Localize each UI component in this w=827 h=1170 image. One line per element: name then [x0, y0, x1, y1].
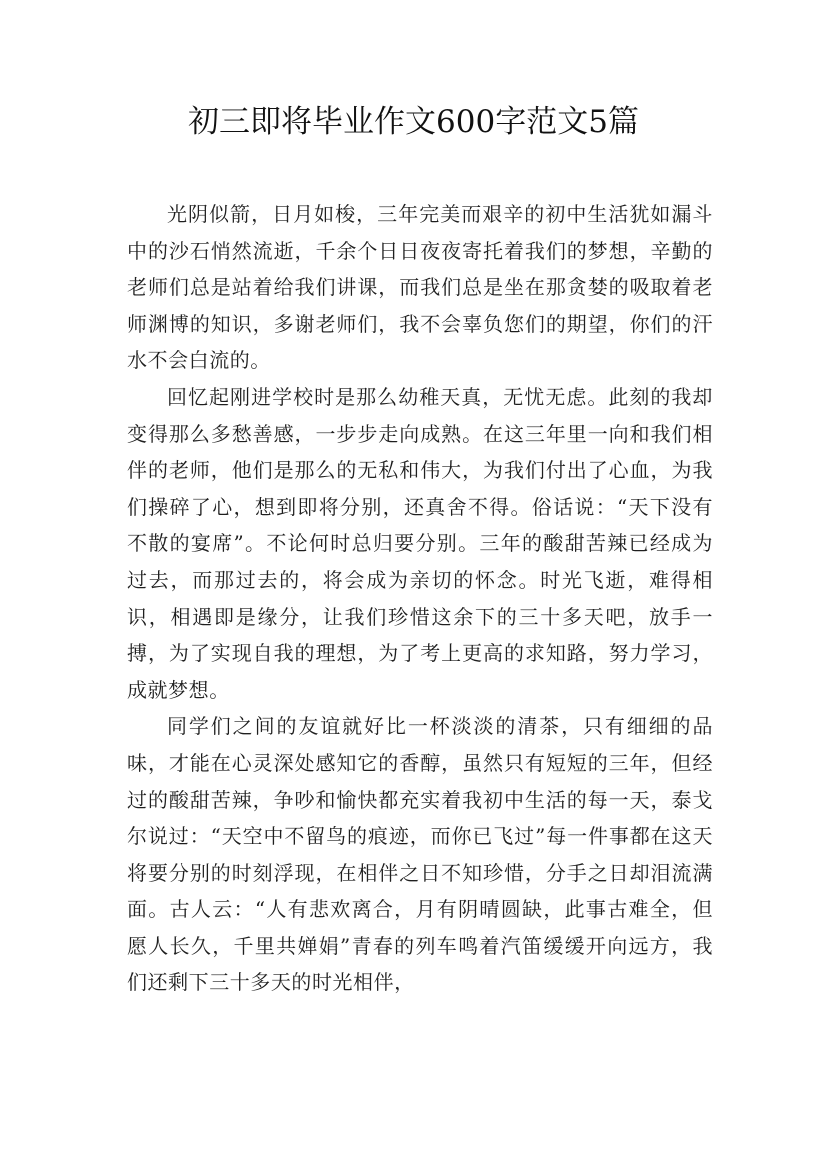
document-body — [127, 196, 713, 1001]
document-title: 初三即将毕业作文600字范文5篇 — [188, 104, 639, 140]
paragraph-3: 同学们之间的友谊就好比一杯淡淡的清茶，只有细细的品味，才能在心灵深处感知它的香醇，虽然只有短短的三年，但经过的酸甜苦辣，争吵和愉快都充实着我初中生活的每一天，泰戈尔说过：“天空中不留鸟的痕迹，而你已飞过”每一件事都在这天将要分别的时刻浮现，在相伴之日不知珍惜，分手之日却泪流满面。古人云：“人有悲欢离合，月有阴晴圆缺，此事古难全，但愿人长久，千里共婵娟”青春的列车鸣着汽笛缓缓开向远方，我们还剩下三十多天的时光相伴， — [127, 714, 713, 995]
paragraph-1: 光阴似箭，日月如梭，三年完美而艰辛的初中生活犹如漏斗中的沙石悄然流逝，千余个日日夜夜寄托着我们的梦想，辛勤的老师们总是站着给我们讲课，而我们总是坐在那贪婪的吸取着老师渊博的知识，多谢老师们，我不会辜负您们的期望，你们的汗水不会白流的。 — [127, 202, 713, 373]
paragraph-2: 回忆起刚进学校时是那么幼稚天真，无忧无虑。此刻的我却变得那么多愁善感，一步步走向成熟。在这三年里一向和我们相伴的老师，他们是那么的无私和伟大，为我们付出了心血，为我们操碎了心，想到即将分别，还真舍不得。俗话说：“天下没有不散的宴席”。不论何时总归要分别。三年的酸甜苦辣已经成为过去，而那过去的，将会成为亲切的怀念。时光飞逝，难得相识，相遇即是缘分，让我们珍惜这余下的三十多天吧，放手一搏，为了实现自我的理想，为了考上更高的求知路，努力学习，成就梦想。 — [127, 384, 713, 702]
